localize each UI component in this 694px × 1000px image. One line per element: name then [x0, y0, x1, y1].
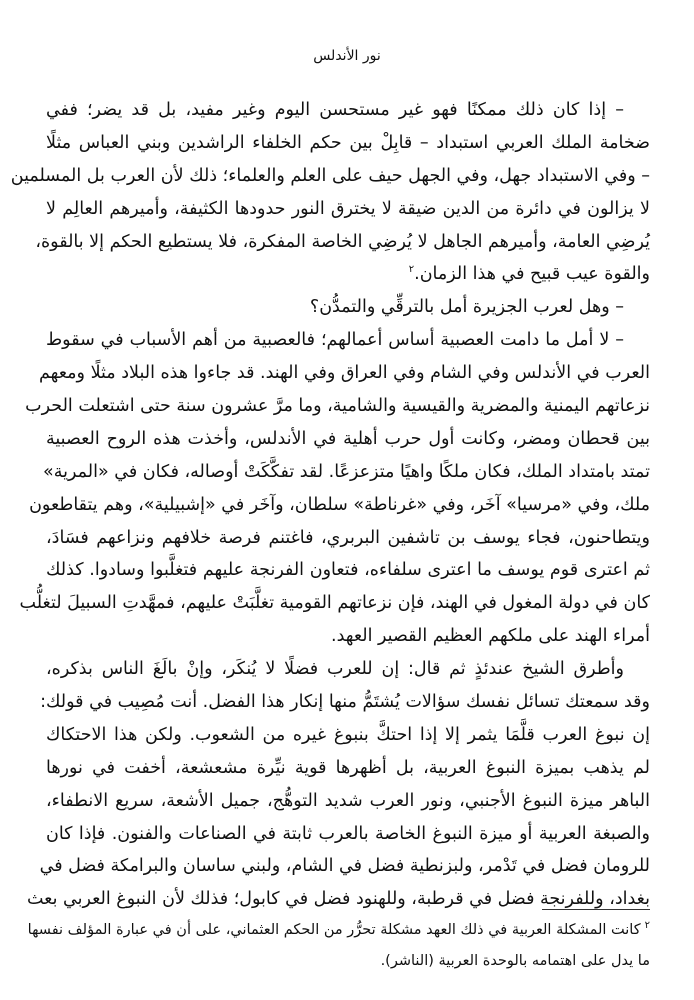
text-line: الباهر ميزة النبوغ الأجنبي، ونور العرب شديد التوهُّج، جميل الأشعة، سريع الانطفاء،	[46, 790, 650, 811]
text-line: ويتطاحنون، فجاء يوسف بن تاشفين البربري، فاغتنم فرصة خلافهم ونزاعهم فسَادَ،	[46, 527, 650, 548]
text-line-with-footnote	[46, 258, 650, 291]
text-line: تمتد بامتداد الملك، فكان ملكًا واهيًا متزعزعًا. لقد تفكَّكَتْ أوصاله، فكان في «المرية»	[43, 461, 650, 482]
text-line: بغداد، وللفرنجة فضل في قرطبة، وللهنود فضل في كابول؛ فذلك لأن النبوغ العربي بعث	[26, 889, 650, 910]
footnote-separator	[542, 909, 650, 910]
footnote-line	[27, 915, 650, 946]
text-line: للرومان فضل في تَدْمر، ولبزنطية فضل في الشام، ولبني ساسان والبرامكة فضل في	[39, 856, 650, 877]
text-line: – وهل لعرب الجزيرة أمل بالترقِّي والتمدُّن؟	[309, 297, 624, 318]
footnote-reference[interactable]: ٢	[408, 264, 415, 276]
body-text	[10, 94, 650, 916]
text-line: العرب في الأندلس وفي الشام وفي العراق وفي الهند. قد جاءوا هذه البلاد مثلًا ومعهم	[39, 363, 650, 384]
text-line: ثم اعترى قوم يوسف ما اعترى سلفاءه، فتعاون الفرنجة عليهم فتغلَّبوا وسادوا. كذلك	[46, 560, 650, 581]
text-line: ملك، وفي «مرسيا» آخَر، وفي «غرناطة» سلطان، وآخَر في «إشبيلية»، وهم يتقاطعون	[29, 494, 650, 515]
text-line: إن نبوغ العرب قلَّمَا يثمر إلا إذا احتكَّ بنبوغ غيره من الشعوب. ولكن هذا الاحتكاك	[46, 724, 650, 745]
footnote-line: ما يدل على اهتمامه بالوحدة العربية (الناشر).	[380, 953, 650, 969]
text-line: بين قحطان ومضر، وكانت أول حرب أهلية في الأندلس، وأخذت هذه الروح العصبية	[46, 428, 650, 449]
text-line: وأطرق الشيخ عندئذٍ ثم قال: إن للعرب فضلًا لا يُنكَر، وإنْ بالَغَ الناس بذكره،	[46, 659, 624, 680]
text-line: لا يزالون في دائرة من الدين ضيقة لا يخترق النور حدودها الكثيفة، وأميرهم العالِم لا	[46, 198, 650, 219]
text-line: والصبغة العربية أو ميزة النبوغ الخاصة بالعرب ثابتة في الصناعات والفنون. فإذا كان	[46, 823, 650, 844]
text-line: كان في دولة المغول في الهند، فإن نزعاتهم القومية تغلَّبَتْ عليهم، فمهَّدتِ السبيلَ لتغلُّب	[19, 593, 650, 614]
text-line: ضخامة الملك العربي استبداد – قابِلْ بين حكم الخلفاء الراشدين وبني العباس مثلًا	[46, 132, 650, 153]
footnote-mark: ٢	[644, 920, 650, 932]
footnote-text: كانت المشكلة العربية في ذلك العهد مشكلة تحرُّر من الحكم العثماني، على أن في عبارة المؤلف نفسها	[27, 922, 641, 938]
running-header: نور الأندلس	[313, 48, 381, 64]
text-line: لم يذهب بميزة النبوغ العربية، بل أظهرها قوية نيِّرة مشعشعة، أخفت في نورها	[46, 757, 650, 778]
text-line: يُرضِي العامة، وأميرهم الجاهل لا يُرضِي الخاصة المفكرة، فلا يستطيع الحكم إلا بالقوة،	[35, 231, 650, 252]
footnotes	[27, 915, 650, 977]
text-line: نزعاتهم اليمنية والمضرية والقيسية والشامية، وما مرَّ عشرون سنة حتى اشتعلت الحرب	[25, 396, 650, 417]
text-line: والقوة عيب قبيح في هذا الزمان.	[414, 264, 650, 285]
text-line: أمراء الهند على ملكهم العظيم القصير العهد.	[331, 626, 650, 647]
text-line: – لا أمل ما دامت العصبية أساس أعمالهم؛ فالعصبية من أهم الأسباب في سقوط	[46, 330, 624, 351]
text-line: – وفي الاستبداد جهل، وفي الجهل حيف على العلم والعلماء؛ ذلك لأن العرب بل المسلمين	[10, 165, 650, 186]
text-line: – إذا كان ذلك ممكنًا فهو غير مستحسن اليوم وغير مفيد، بل قد يضر؛ ففي	[46, 100, 624, 120]
text-line: وقد سمعتك تسائل نفسك سؤالات يُشتَمُّ منها إنكار هذا الفضل. أنت مُصِيب في قولك:	[40, 692, 650, 713]
